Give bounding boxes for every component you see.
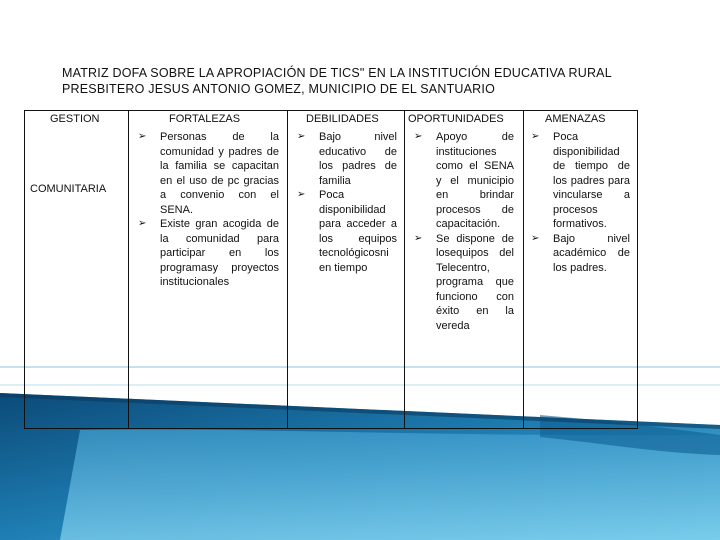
- arrow-bullet-icon: ➢: [414, 232, 423, 244]
- arrow-bullet-icon: ➢: [531, 232, 540, 244]
- list-item-text: Existe gran acogida de la comunidad para participar en los programasy proyectos institucionales: [160, 218, 279, 288]
- list-item: [297, 188, 397, 275]
- arrow-bullet-icon: ➢: [138, 131, 147, 142]
- header-debilidades: DEBILIDADES: [306, 113, 379, 125]
- column-divider: [287, 110, 288, 429]
- row-label-comunitaria: COMUNITARIA: [30, 183, 107, 195]
- column-debilidades: [297, 130, 397, 275]
- header-fortalezas: FORTALEZAS: [169, 113, 241, 125]
- list-item-text: Poca disponibilidad para acceder a los equipos tecnológicosni en tiempo: [319, 189, 397, 274]
- list-item: [138, 217, 279, 290]
- list-item-text: Personas de la comunidad y padres de la familia se capacitan en el uso de pc gracias a convenio con el SENA.: [160, 131, 279, 216]
- column-amenazas: [531, 130, 630, 275]
- dofa-table: [24, 110, 638, 429]
- title-line-1: MATRIZ DOFA SOBRE LA APROPIACIÓN DE TICS" EN LA INSTITUCIÓN EDUCATIVA RURAL: [62, 66, 612, 80]
- header-oportunidades: OPORTUNIDADES: [408, 113, 504, 125]
- list-item: [531, 232, 630, 276]
- header-amenazas: AMENAZAS: [545, 113, 606, 125]
- list-item: [138, 130, 279, 217]
- list-item-text: Se dispone de losequipos del Telecentro, programa que funciono con éxito en la vereda: [436, 232, 514, 332]
- list-item: [414, 232, 514, 334]
- matrix-title: [62, 65, 702, 97]
- arrow-bullet-icon: ➢: [297, 189, 306, 200]
- column-divider: [128, 110, 129, 429]
- arrow-bullet-icon: ➢: [138, 218, 147, 229]
- list-item-text: Bajo nivel educativo de los padres de familia: [319, 131, 397, 187]
- list-item: [414, 130, 514, 232]
- list-item: [297, 130, 397, 188]
- column-fortalezas: [138, 130, 279, 290]
- title-line-2: PRESBITERO JESUS ANTONIO GOMEZ, MUNICIPIO DE EL SANTUARIO: [62, 82, 495, 96]
- list-item-text: Poca disponibilidad de tiempo de los padres para vincularse a procesos formativos.: [553, 131, 630, 230]
- arrow-bullet-icon: ➢: [531, 131, 540, 142]
- list-item: [531, 130, 630, 232]
- list-item-text: Apoyo de instituciones como el SENA y el municipio en brindar procesos de capacitación.: [436, 131, 514, 230]
- arrow-bullet-icon: ➢: [414, 131, 423, 142]
- list-item-text: Bajo nivel académico de los padres.: [553, 232, 630, 274]
- column-divider: [404, 110, 405, 429]
- column-divider: [523, 110, 524, 429]
- arrow-bullet-icon: ➢: [297, 131, 306, 142]
- column-oportunidades: [414, 130, 514, 333]
- row-label-gestion: GESTION: [50, 113, 100, 125]
